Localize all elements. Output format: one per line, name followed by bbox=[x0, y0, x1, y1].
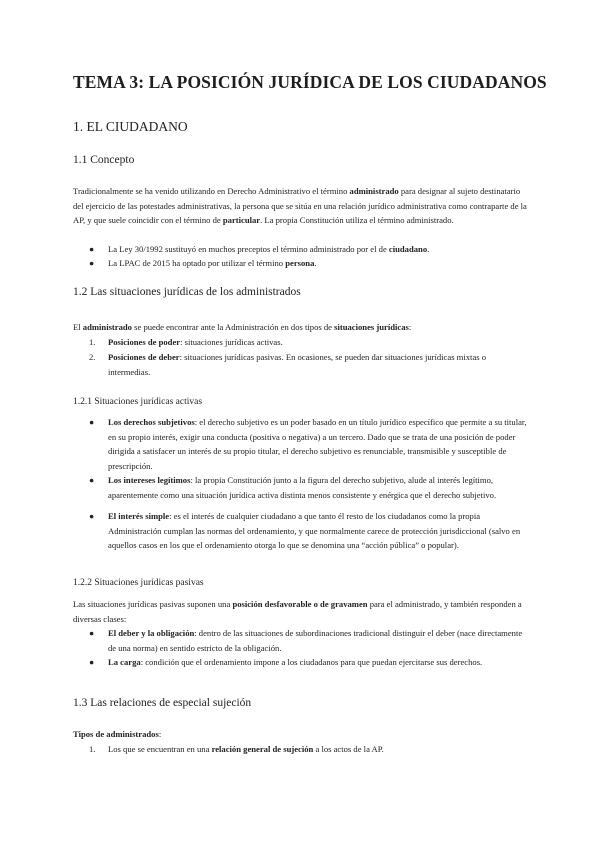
bullet-marker: ● bbox=[89, 244, 95, 254]
paragraph-administrado: El administrado se puede encontrar ante la Administración en dos tipos de situaciones jurídicas: bbox=[73, 322, 412, 332]
list-item: Los que se encuentran en una relación general de sujeción a los actos de la AP. bbox=[108, 744, 384, 754]
list-item: El interés simple: es el interés de cualquier ciudadano a que tanto él resto de los ciudadanos como la propia Administración cumplan las normas del ordenamiento, y que normalmente carece de protección jurisdiccional (salvo en aquellos casos en los que el ordenamiento otorga lo que se denomina una “acción pública” o popular). bbox=[108, 511, 521, 551]
list-item: La carga: condición que el ordenamiento impone a los ciudadanos para que puedan ejercitarse sus derechos. bbox=[108, 657, 483, 667]
bullet-marker: ● bbox=[89, 657, 95, 667]
section-heading-1-2: 1.2 Las situaciones jurídicas de los administrados bbox=[73, 286, 301, 298]
bullet-marker: ● bbox=[89, 258, 95, 268]
section-heading-1-1: 1.1 Concepto bbox=[73, 154, 135, 166]
list-number: 1. bbox=[89, 337, 96, 347]
section-heading-1: 1. EL CIUDADANO bbox=[73, 119, 188, 134]
bullet-marker: ● bbox=[89, 417, 95, 427]
paragraph-concepto: Tradicionalmente se ha venido utilizando en Derecho Administrativo el término administrado para designar al sujeto destinatario del ejercicio de las potestades administrativas, la persona que se sitúa en una relación jurídico administrativa como contraparte de la AP, y que suele coincidir con el término de particular. La propia Constitución utiliza el término administrado. bbox=[73, 186, 527, 226]
list-item: Posiciones de poder: situaciones jurídicas activas. bbox=[108, 337, 283, 347]
section-heading-1-2-2: 1.2.2 Situaciones jurídicas pasivas bbox=[73, 578, 204, 588]
bullet-marker: ● bbox=[89, 475, 95, 485]
section-heading-1-3: 1.3 Las relaciones de especial sujeción bbox=[73, 697, 252, 709]
section-heading-1-2-1: 1.2.1 Situaciones jurídicas activas bbox=[73, 397, 203, 407]
list-number: 1. bbox=[89, 744, 96, 754]
list-number: 2. bbox=[89, 352, 96, 362]
list-item: Los intereses legítimos: la propia Constitución junto a la figura del derecho subjetivo, alude al interés legítimo, aparentemente como una situación jurídica activa distinta menos consistente y enérgica que el derecho subjetivo. bbox=[108, 475, 497, 500]
list-item: La LPAC de 2015 ha optado por utilizar el término persona. bbox=[108, 258, 317, 268]
paragraph-tipos: Tipos de administrados: bbox=[73, 729, 162, 739]
list-item: La Ley 30/1992 sustituyó en muchos preceptos el término administrado por el de ciudadano. bbox=[108, 244, 430, 254]
page-title: TEMA 3: LA POSICIÓN JURÍDICA DE LOS CIUDADANOS bbox=[73, 72, 547, 92]
list-item: Los derechos subjetivos: el derecho subjetivo es un poder basado en un título jurídico específico que permite a su titular, en su propio interés, exigir una conducta (positiva o negativa) a un tercero. Dado que se trata de una posición de poder dirigida a satisfacer un interés de su propio titular, el derecho subjetivo es renunciable, transmisible y susceptible de prescripción. bbox=[108, 417, 527, 471]
bullet-marker: ● bbox=[89, 628, 95, 638]
paragraph-pasivas: Las situaciones jurídicas pasivas suponen una posición desfavorable o de gravamen para el administrado, y también responden a diversas clases: bbox=[73, 599, 522, 624]
list-item: Posiciones de deber: situaciones jurídicas pasivas. En ocasiones, se pueden dar situaciones jurídicas mixtas o intermedias. bbox=[108, 352, 487, 377]
list-item: El deber y la obligación: dentro de las situaciones de subordinaciones tradicional distinguir el deber (nace directamente de una norma) en sentido estricto de la obligación. bbox=[108, 628, 523, 653]
bullet-marker: ● bbox=[89, 511, 95, 521]
